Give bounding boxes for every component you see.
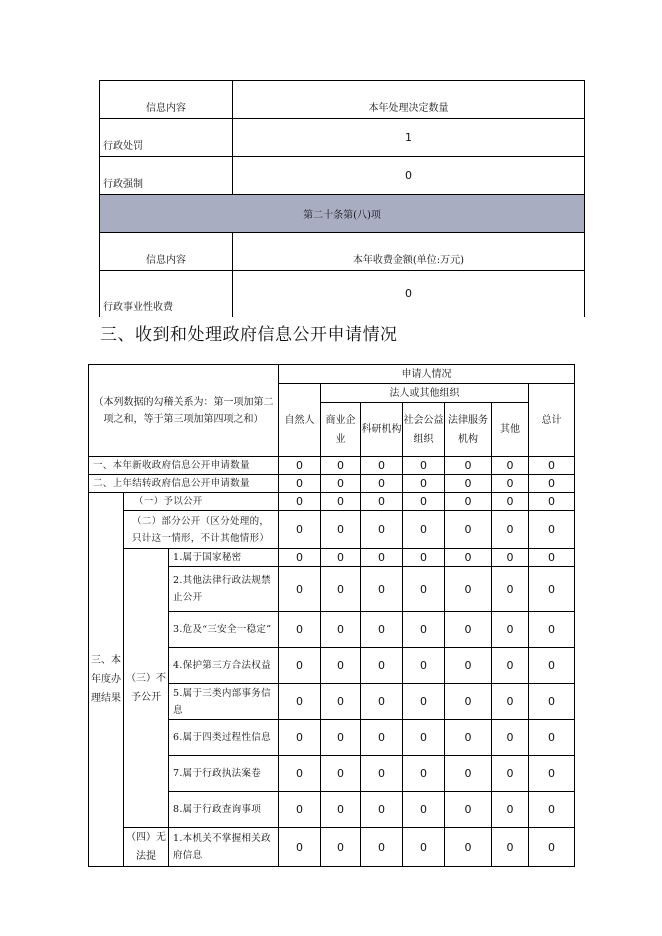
table-row bbox=[89, 493, 575, 511]
cell-value: 0 bbox=[492, 684, 529, 720]
cell-value: 0 bbox=[361, 567, 403, 612]
cell-value: 0 bbox=[529, 493, 575, 511]
deny-item-label: 8.属于行政查询事项 bbox=[169, 792, 279, 828]
cell-value: 0 bbox=[279, 720, 321, 756]
row-partial-label: （二）部分公开（区分处理的，只计这一情形，不计其他情形） bbox=[124, 511, 279, 549]
deny-item-label: 1.属于国家秘密 bbox=[169, 549, 279, 567]
cell-value: 0 bbox=[321, 493, 361, 511]
cell-value: 0 bbox=[279, 684, 321, 720]
cell-value: 0 bbox=[321, 756, 361, 792]
deny-item-label: 6.属于四类过程性信息 bbox=[169, 720, 279, 756]
cell-value: 0 bbox=[529, 792, 575, 828]
cell-value: 0 bbox=[361, 684, 403, 720]
cell-value: 0 bbox=[279, 493, 321, 511]
cell-value: 0 bbox=[492, 567, 529, 612]
cell-value: 0 bbox=[279, 475, 321, 493]
section3-label: 三、本年度办理结果 bbox=[89, 493, 124, 867]
col-public-welfare: 社会公益组织 bbox=[403, 403, 445, 457]
cell-value: 0 bbox=[529, 720, 575, 756]
cell-value: 0 bbox=[403, 612, 445, 648]
cell-value: 0 bbox=[321, 475, 361, 493]
cell-value: 0 bbox=[492, 720, 529, 756]
cell-value: 0 bbox=[529, 828, 575, 867]
cell-value: 0 bbox=[403, 567, 445, 612]
cell-value: 0 bbox=[361, 828, 403, 867]
consistency-note: （本列数据的勾稽关系为：第一项加第二项之和，等于第三项加第四项之和） bbox=[89, 365, 279, 457]
col-legal-service: 法律服务机构 bbox=[445, 403, 492, 457]
cell-value: 0 bbox=[279, 828, 321, 867]
cell-value: 0 bbox=[529, 511, 575, 549]
cell-value: 0 bbox=[492, 792, 529, 828]
cell-value: 0 bbox=[445, 792, 492, 828]
cell-value: 0 bbox=[321, 792, 361, 828]
table-row bbox=[89, 549, 575, 567]
cell-value: 0 bbox=[403, 493, 445, 511]
unable-item-label: 1.本机关不掌握相关政府信息 bbox=[169, 828, 279, 867]
deny-item-label: 5.属于三类内部事务信息 bbox=[169, 684, 279, 720]
cell-value: 0 bbox=[361, 457, 403, 475]
cell-value: 0 bbox=[445, 493, 492, 511]
cell-value: 0 bbox=[403, 648, 445, 684]
col-total: 总计 bbox=[529, 384, 575, 457]
cell-value: 0 bbox=[492, 756, 529, 792]
cell-value: 0 bbox=[445, 828, 492, 867]
cell-value: 0 bbox=[361, 475, 403, 493]
table-row bbox=[89, 511, 575, 549]
cell-value: 0 bbox=[445, 511, 492, 549]
cell-value: 0 bbox=[361, 511, 403, 549]
cell-value: 0 bbox=[445, 549, 492, 567]
cell-value: 0 bbox=[529, 567, 575, 612]
col-other: 其他 bbox=[492, 403, 529, 457]
cell-value: 0 bbox=[492, 828, 529, 867]
cell-value: 0 bbox=[529, 549, 575, 567]
row-grant-label: （一）予以公开 bbox=[124, 493, 279, 511]
decision-count-header: 本年处理决定数量 bbox=[233, 81, 585, 119]
cell-value: 0 bbox=[361, 612, 403, 648]
cell-value: 0 bbox=[361, 756, 403, 792]
col-natural-person: 自然人 bbox=[279, 384, 321, 457]
application-stats-table bbox=[88, 364, 575, 867]
cell-value: 0 bbox=[279, 792, 321, 828]
table-row bbox=[89, 475, 575, 493]
deny-item-label: 3.危及“三安全一稳定” bbox=[169, 612, 279, 648]
cell-value: 0 bbox=[279, 457, 321, 475]
applicant-header: 申请人情况 bbox=[279, 365, 575, 384]
cell-value: 0 bbox=[529, 684, 575, 720]
cell-value: 0 bbox=[492, 511, 529, 549]
cell-value: 0 bbox=[403, 756, 445, 792]
decision-count-table bbox=[99, 80, 585, 317]
admin-fee-label: 行政事业性收费 bbox=[100, 271, 233, 317]
deny-group-label: （三）不予公开 bbox=[124, 549, 169, 828]
cell-value: 0 bbox=[279, 549, 321, 567]
row-carryover-label: 二、上年结转政府信息公开申请数量 bbox=[89, 475, 279, 493]
fee-amount-header: 本年收费金额(单位:万元) bbox=[233, 233, 585, 271]
cell-value: 0 bbox=[403, 792, 445, 828]
cell-value: 0 bbox=[321, 684, 361, 720]
cell-value: 0 bbox=[445, 457, 492, 475]
cell-value: 0 bbox=[529, 475, 575, 493]
cell-value: 0 bbox=[403, 475, 445, 493]
unable-group-label: （四）无法提 bbox=[124, 828, 169, 867]
cell-value: 0 bbox=[529, 457, 575, 475]
cell-value: 0 bbox=[279, 511, 321, 549]
cell-value: 0 bbox=[492, 493, 529, 511]
cell-value: 0 bbox=[403, 720, 445, 756]
cell-value: 0 bbox=[279, 648, 321, 684]
table-row bbox=[89, 828, 575, 867]
section-heading: 三、收到和处理政府信息公开申请情况 bbox=[100, 325, 398, 345]
cell-value: 0 bbox=[445, 612, 492, 648]
cell-value: 0 bbox=[361, 648, 403, 684]
col-business: 商业企业 bbox=[321, 403, 361, 457]
admin-enforcement-label: 行政强制 bbox=[100, 157, 233, 195]
cell-value: 0 bbox=[361, 493, 403, 511]
cell-value: 0 bbox=[321, 648, 361, 684]
cell-value: 0 bbox=[492, 648, 529, 684]
admin-fee-value: 0 bbox=[233, 271, 585, 317]
cell-value: 0 bbox=[321, 511, 361, 549]
admin-penalty-label: 行政处罚 bbox=[100, 119, 233, 157]
legal-person-header: 法人或其他组织 bbox=[321, 384, 529, 403]
cell-value: 0 bbox=[279, 567, 321, 612]
cell-value: 0 bbox=[361, 549, 403, 567]
cell-value: 0 bbox=[403, 828, 445, 867]
admin-enforcement-value: 0 bbox=[233, 157, 585, 195]
cell-value: 0 bbox=[445, 756, 492, 792]
cell-value: 0 bbox=[321, 612, 361, 648]
cell-value: 0 bbox=[321, 828, 361, 867]
cell-value: 0 bbox=[445, 648, 492, 684]
cell-value: 0 bbox=[492, 475, 529, 493]
cell-value: 0 bbox=[321, 549, 361, 567]
cell-value: 0 bbox=[492, 457, 529, 475]
cell-value: 0 bbox=[445, 720, 492, 756]
cell-value: 0 bbox=[445, 684, 492, 720]
deny-item-label: 4.保护第三方合法权益 bbox=[169, 648, 279, 684]
info-content-header: 信息内容 bbox=[100, 81, 233, 119]
info-content-header-2: 信息内容 bbox=[100, 233, 233, 271]
cell-value: 0 bbox=[445, 567, 492, 612]
cell-value: 0 bbox=[445, 475, 492, 493]
col-research: 科研机构 bbox=[361, 403, 403, 457]
article-20-item-8-band: 第二十条第(八)项 bbox=[100, 195, 585, 233]
cell-value: 0 bbox=[403, 549, 445, 567]
cell-value: 0 bbox=[403, 511, 445, 549]
table-row bbox=[89, 457, 575, 475]
cell-value: 0 bbox=[492, 612, 529, 648]
cell-value: 0 bbox=[279, 612, 321, 648]
cell-value: 0 bbox=[403, 457, 445, 475]
deny-item-label: 2.其他法律行政法规禁止公开 bbox=[169, 567, 279, 612]
cell-value: 0 bbox=[403, 684, 445, 720]
cell-value: 0 bbox=[321, 720, 361, 756]
cell-value: 0 bbox=[529, 756, 575, 792]
cell-value: 0 bbox=[361, 792, 403, 828]
cell-value: 0 bbox=[529, 612, 575, 648]
deny-item-label: 7.属于行政执法案卷 bbox=[169, 756, 279, 792]
cell-value: 0 bbox=[492, 549, 529, 567]
cell-value: 0 bbox=[529, 648, 575, 684]
cell-value: 0 bbox=[321, 457, 361, 475]
cell-value: 0 bbox=[321, 567, 361, 612]
cell-value: 0 bbox=[361, 720, 403, 756]
row-new-applications-label: 一、本年新收政府信息公开申请数量 bbox=[89, 457, 279, 475]
admin-penalty-value: 1 bbox=[233, 119, 585, 157]
cell-value: 0 bbox=[279, 756, 321, 792]
